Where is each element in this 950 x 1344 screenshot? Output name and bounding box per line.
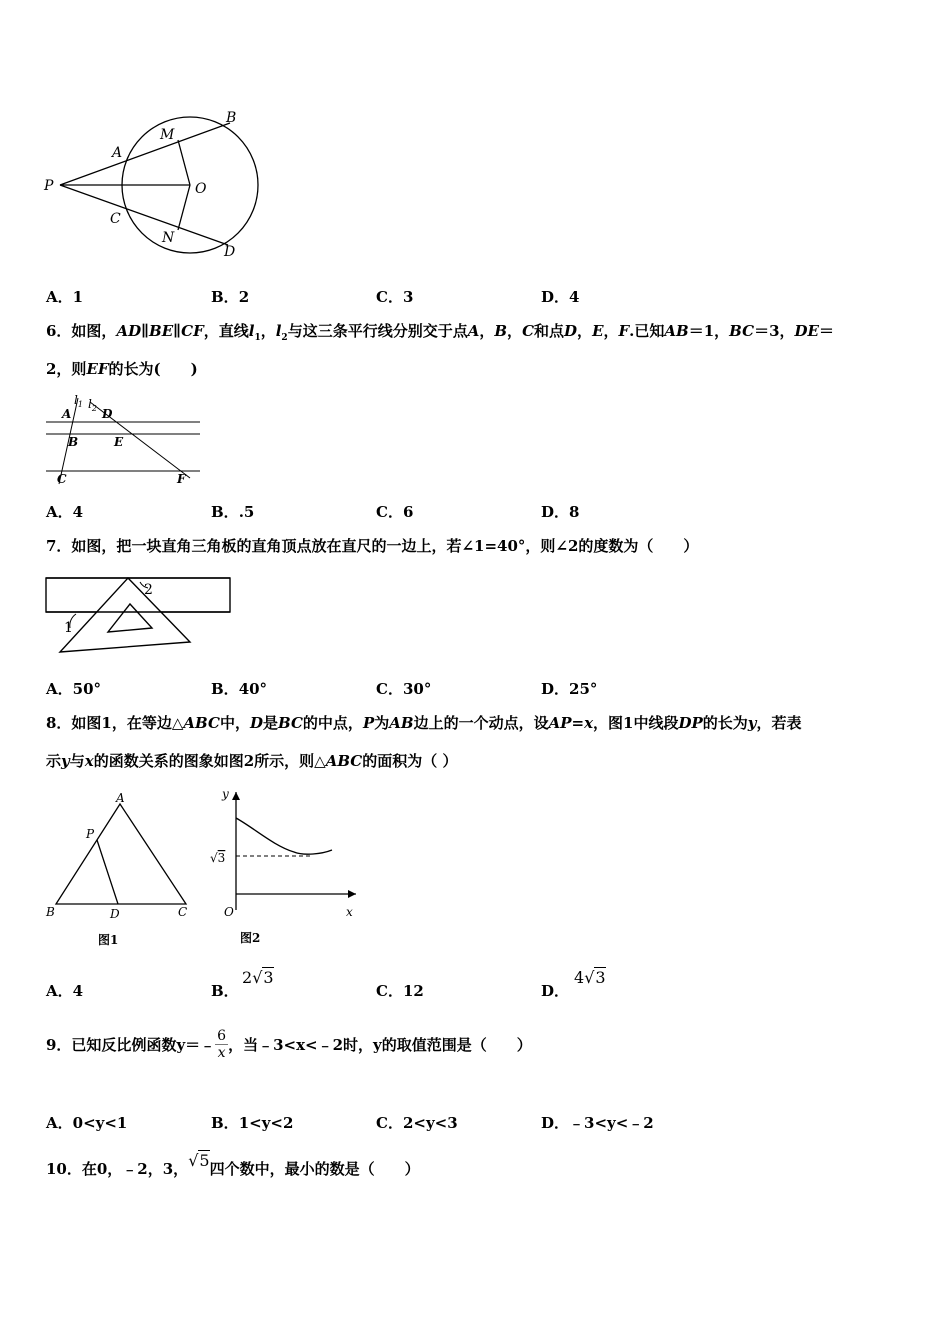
question-9: 9．已知反比例函数y＝﹣ $\frac{6}{x}$ ，当﹣3<x<﹣2时，y的取值范围是（ ） (46, 1028, 532, 1061)
label-P: P (44, 178, 54, 194)
label-P: P (86, 827, 95, 841)
fraction-6-over-x: $\frac{6}{x}$ (217, 1028, 227, 1061)
function-graph-figure (204, 784, 364, 950)
angle-1-label: 1 (64, 620, 73, 636)
label-l2: $l_2$ (88, 397, 97, 413)
origin-label: O (224, 905, 234, 919)
question-8-line1: 8．如图1，在等边△ABC中，D是BC的中点，P为AB边上的一个动点，设AP=x，图1中线段DP的长为y，若表 (46, 714, 802, 732)
label-l1: $l_1$ (74, 393, 83, 409)
q6-option-c[interactable]: C．6 (376, 503, 414, 521)
q9-option-a[interactable]: A．0<y<1 (46, 1114, 128, 1132)
q9-option-c[interactable]: C．2<y<3 (376, 1114, 458, 1132)
parallel-lines-figure (40, 392, 210, 492)
q9-option-d[interactable]: D．﹣3<y<﹣2 (541, 1114, 654, 1132)
q8-option-d[interactable]: D． (541, 982, 570, 1000)
q6-option-a[interactable]: A．4 (46, 503, 84, 521)
label-D: D (102, 407, 113, 421)
label-C: C (110, 211, 121, 227)
label-A: A (116, 791, 125, 805)
question-7: 7．如图，把一块直角三角板的直角顶点放在直尺的一边上，若∠1=40°，则∠2的度数为（ ） (46, 537, 699, 555)
q7-option-d[interactable]: D．25° (541, 680, 598, 698)
question-6-line1: 6．如图，AD∥BE∥CF，直线$l_1$，$l_2$与这三条平行线分别交于点A，B，C和点D，E，F.已知AB＝1，BC＝3，DE＝ (46, 322, 834, 343)
q8-option-b-value: 2√3 (242, 968, 274, 987)
q8-option-d-value: 4√3 (574, 968, 606, 987)
option-b[interactable]: B．2 (211, 288, 250, 306)
q6-option-b[interactable]: B．.5 (211, 503, 255, 521)
ruler-triangle-figure (40, 570, 240, 660)
figure-1-caption: 图1 (98, 933, 119, 947)
label-C: C (178, 905, 188, 919)
option-d[interactable]: D．4 (541, 288, 580, 306)
label-B: B (46, 905, 55, 919)
q6-option-d[interactable]: D．8 (541, 503, 580, 521)
sqrt3-label: √3 (210, 851, 226, 865)
question-8-line2: 示y与x的函数关系的图象如图2所示，则△ABC的面积为（ ） (46, 752, 458, 770)
label-A: A (62, 407, 72, 421)
label-F: F (177, 472, 186, 486)
q9-option-b[interactable]: B．1<y<2 (211, 1114, 294, 1132)
label-D: D (224, 244, 236, 260)
label-M: M (160, 127, 175, 143)
label-O: O (195, 181, 207, 197)
question-10: 10．在0，﹣2，3，√5四个数中，最小的数是（ ） (46, 1151, 420, 1178)
label-N: N (162, 230, 175, 246)
angle-2-label: 2 (144, 582, 153, 598)
q8-option-b[interactable]: B． (211, 982, 239, 1000)
label-D: D (110, 907, 120, 921)
label-E: E (114, 435, 124, 449)
figure-2-caption: 图2 (240, 931, 261, 945)
label-A: A (112, 145, 123, 161)
circle-figure (40, 105, 270, 265)
label-B: B (68, 435, 79, 449)
option-a[interactable]: A．1 (46, 288, 84, 306)
q7-option-c[interactable]: C．30° (376, 680, 432, 698)
question-6-line2: 2，则EF的长为( ) (46, 360, 198, 378)
q8-option-c[interactable]: C．12 (376, 982, 424, 1000)
q7-option-a[interactable]: A．50° (46, 680, 102, 698)
q7-option-b[interactable]: B．40° (211, 680, 268, 698)
label-C: C (57, 472, 67, 486)
axis-y-label: y (222, 787, 229, 801)
label-B: B (226, 110, 237, 126)
axis-x-label: x (346, 905, 353, 919)
q8-option-a[interactable]: A．4 (46, 982, 84, 1000)
equilateral-triangle-figure (40, 786, 200, 952)
option-c[interactable]: C．3 (376, 288, 414, 306)
